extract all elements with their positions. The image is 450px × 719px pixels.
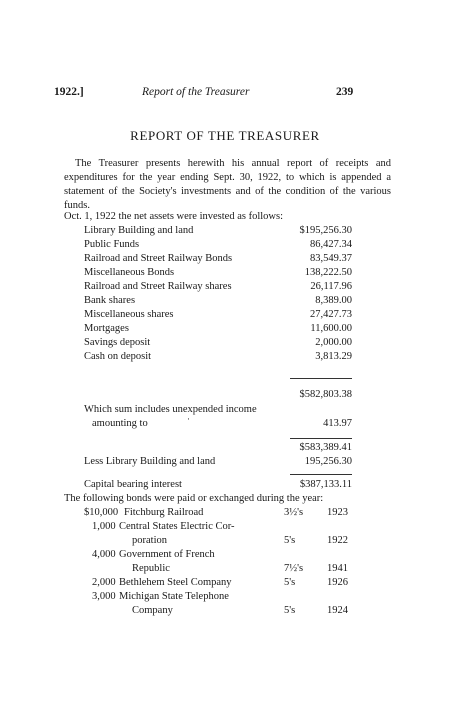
bond-rate: 5's bbox=[284, 577, 296, 588]
bond-amount: 4,000 bbox=[92, 549, 116, 560]
asset-amount: 86,427.34 bbox=[310, 239, 352, 250]
asset-amount: 8,389.00 bbox=[315, 295, 352, 306]
capital-label: Capital bearing interest bbox=[84, 479, 182, 490]
leader-dot: · bbox=[187, 414, 190, 424]
bond-description: Government of French bbox=[119, 549, 215, 560]
asset-name: Railroad and Street Railway shares bbox=[84, 281, 232, 292]
asset-amount: 2,000.00 bbox=[315, 337, 352, 348]
asset-name: Miscellaneous Bonds bbox=[84, 267, 175, 278]
bond-year: 1923 bbox=[327, 507, 348, 518]
bonds-intro: The following bonds were paid or exchanged during the year: bbox=[64, 493, 324, 504]
asset-amount: 26,117.96 bbox=[310, 281, 352, 292]
less-library-label: Less Library Building and land bbox=[84, 456, 216, 467]
page-header-title: Report of the Treasurer bbox=[142, 86, 250, 98]
sum-rule bbox=[290, 438, 352, 439]
capital-amount: $387,133.11 bbox=[299, 479, 352, 490]
less-library-amount: 195,256.30 bbox=[304, 456, 352, 467]
bond-year: 1926 bbox=[327, 577, 348, 588]
asset-name: Savings deposit bbox=[84, 337, 151, 348]
unexpended-income-label: Which sum includes unexpended income bbox=[84, 404, 257, 415]
unexpended-income-label-cont: amounting to bbox=[92, 418, 148, 429]
bond-amount: 2,000 bbox=[92, 577, 116, 588]
bond-amount: $10,000 bbox=[84, 507, 119, 518]
asset-name: Miscellaneous shares bbox=[84, 309, 174, 320]
asset-name: Mortgages bbox=[84, 323, 129, 334]
assets-total: $582,803.38 bbox=[299, 389, 352, 400]
bond-year: 1924 bbox=[327, 605, 348, 616]
bond-rate: 7½'s bbox=[284, 563, 304, 574]
asset-name: Public Funds bbox=[84, 239, 140, 250]
asset-amount: 27,427.73 bbox=[310, 309, 352, 320]
bond-description: Fitchburg Railroad bbox=[124, 507, 204, 518]
asset-name: Library Building and land bbox=[84, 225, 194, 236]
page-number: 239 bbox=[336, 86, 354, 98]
bond-rate: 5's bbox=[284, 605, 296, 616]
bond-amount: 1,000 bbox=[92, 521, 116, 532]
bond-description-cont: Company bbox=[132, 605, 173, 616]
bond-amount: 3,000 bbox=[92, 591, 116, 602]
asset-amount: $195,256.30 bbox=[299, 225, 352, 236]
asset-name: Railroad and Street Railway Bonds bbox=[84, 253, 233, 264]
asset-amount: 11,600.00 bbox=[310, 323, 352, 334]
unexpended-income-amount: 413.97 bbox=[323, 418, 352, 429]
bond-description-cont: Republic bbox=[132, 563, 170, 574]
asset-amount: 83,549.37 bbox=[310, 253, 352, 264]
bond-description: Central States Electric Cor- bbox=[119, 521, 235, 532]
asset-name: Bank shares bbox=[84, 295, 136, 306]
bond-description: Michigan State Telephone bbox=[119, 591, 229, 602]
report-title: REPORT OF THE TREASURER bbox=[130, 128, 320, 143]
subtotal-amount: $583,389.41 bbox=[299, 442, 352, 453]
bond-year: 1941 bbox=[327, 563, 348, 574]
bond-rate: 3½'s bbox=[284, 507, 304, 518]
asset-amount: 3,813.29 bbox=[315, 351, 352, 362]
intro-paragraph: The Treasurer presents herewith his annual report of receipts and expenditures for the year ending Sept. 30, 1922, to which is appended a statement of the Society's investments and of the condition of the various funds. bbox=[64, 158, 391, 211]
bond-rate: 5's bbox=[284, 535, 296, 546]
asset-name: Cash on deposit bbox=[84, 351, 152, 362]
sum-rule bbox=[290, 474, 352, 475]
page-header-year: 1922.] bbox=[54, 86, 84, 98]
asset-amount: 138,222.50 bbox=[304, 267, 352, 278]
bond-year: 1922 bbox=[327, 535, 348, 546]
sum-rule bbox=[290, 378, 352, 379]
assets-intro: Oct. 1, 1922 the net assets were invested as follows: bbox=[64, 211, 283, 222]
bond-description-cont: poration bbox=[132, 535, 167, 546]
bond-description: Bethlehem Steel Company bbox=[119, 577, 232, 588]
